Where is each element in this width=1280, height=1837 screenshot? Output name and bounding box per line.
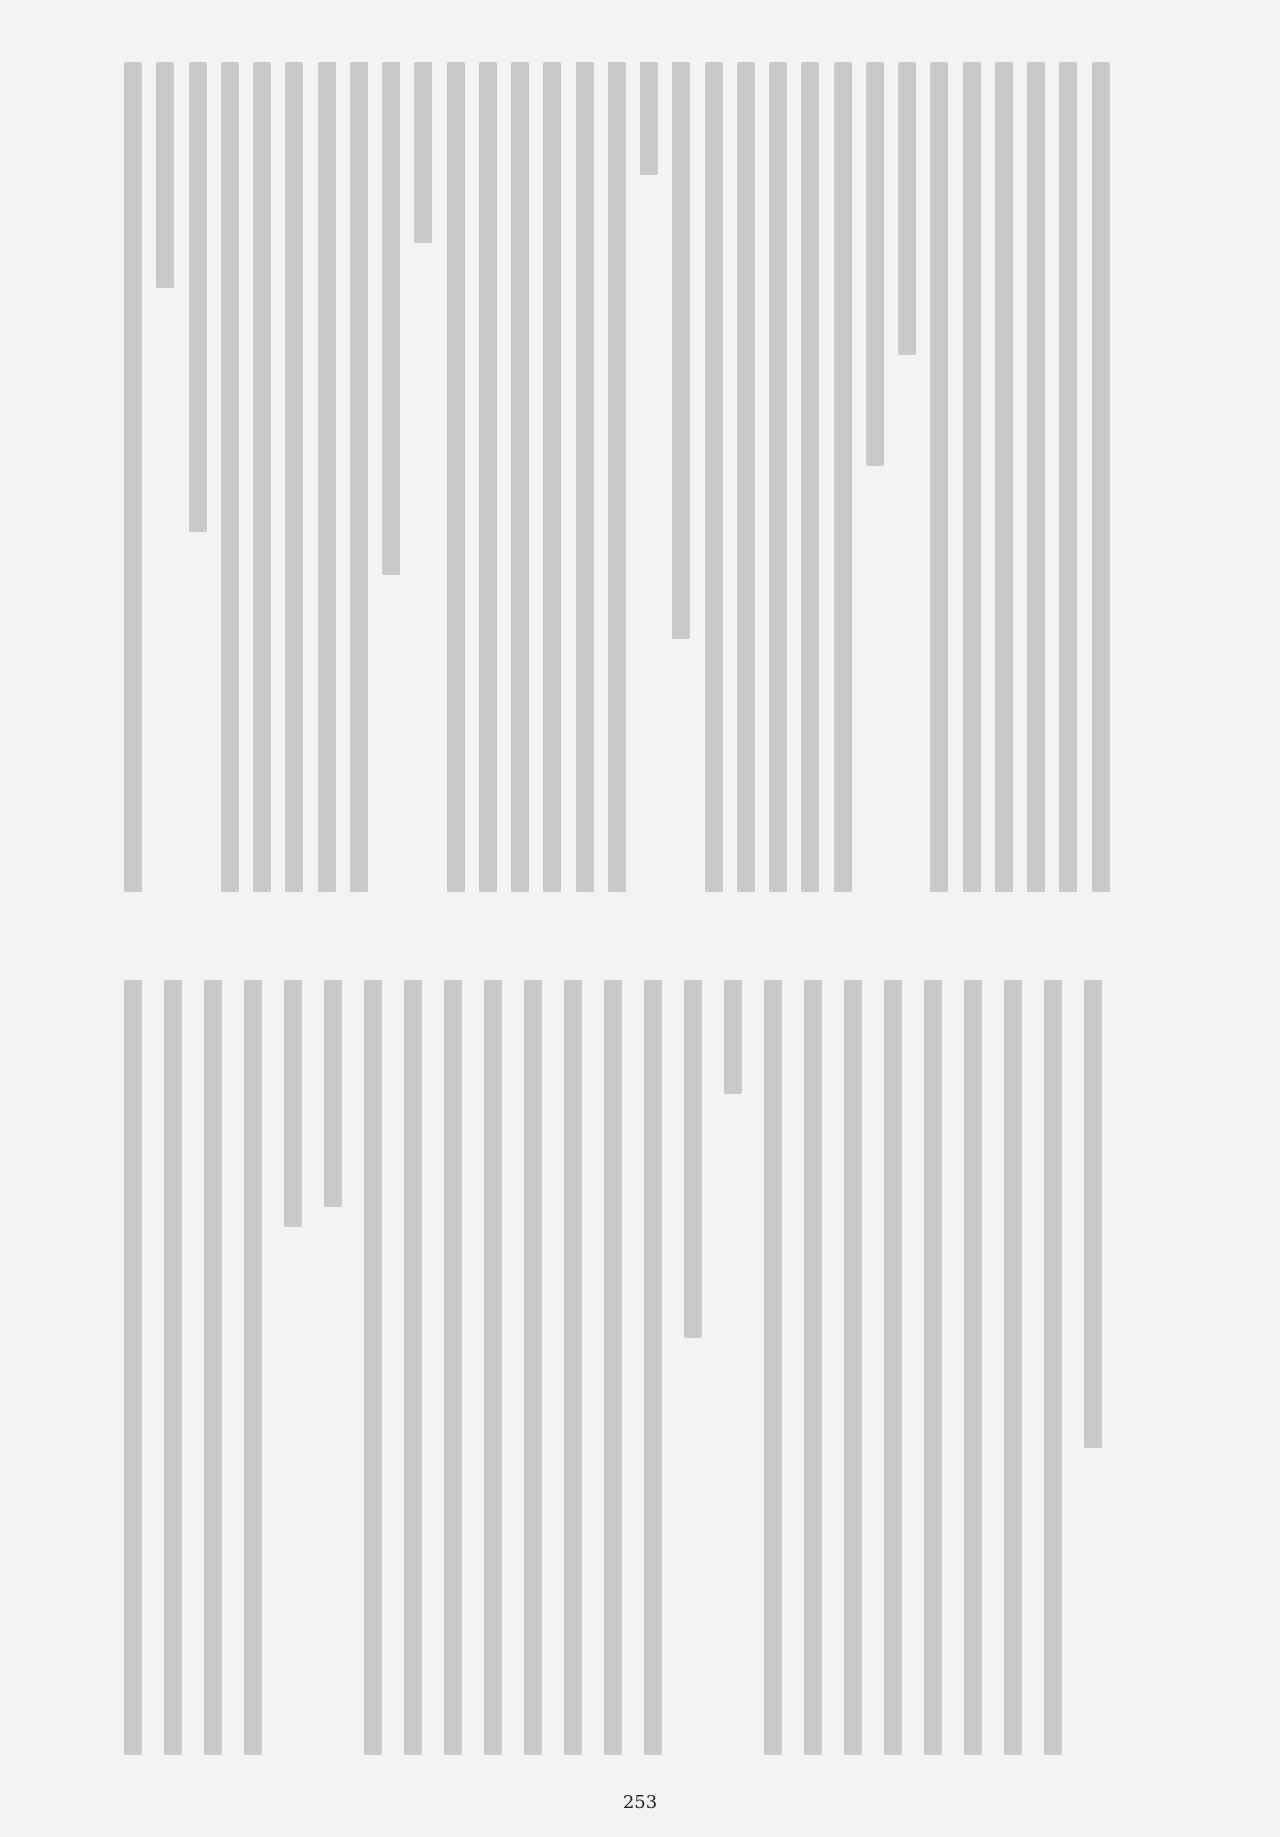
redacted-text-column [382, 62, 400, 575]
redacted-text-column [414, 62, 432, 243]
redacted-text-column [543, 62, 561, 892]
redacted-text-column [764, 980, 782, 1755]
redacted-text-column [724, 980, 742, 1094]
redacted-text-column [995, 62, 1013, 892]
redacted-text-column [684, 980, 702, 1338]
redacted-text-column [844, 980, 862, 1755]
redacted-text-column [364, 980, 382, 1755]
redacted-text-column [524, 980, 542, 1755]
redacted-text-column [124, 980, 142, 1755]
redacted-text-column [608, 62, 626, 892]
redacted-text-column [834, 62, 852, 892]
redacted-text-column [964, 980, 982, 1755]
redacted-text-column [511, 62, 529, 892]
redacted-text-column [672, 62, 690, 639]
redacted-text-column [1004, 980, 1022, 1755]
redacted-text-column [484, 980, 502, 1755]
page-number: 253 [622, 1792, 658, 1813]
redacted-text-column [253, 62, 271, 892]
redacted-text-column [1027, 62, 1045, 892]
vertical-text-block-bottom [120, 980, 1120, 1765]
redacted-text-column [324, 980, 342, 1207]
redacted-text-column [221, 62, 239, 892]
redacted-text-column [404, 980, 422, 1755]
redacted-text-column [737, 62, 755, 892]
redacted-text-column [604, 980, 622, 1755]
redacted-text-column [156, 62, 174, 288]
redacted-text-column [1059, 62, 1077, 892]
redacted-text-column [1044, 980, 1062, 1755]
redacted-text-column [189, 62, 207, 532]
redacted-text-column [866, 62, 884, 466]
redacted-text-column [479, 62, 497, 892]
redacted-text-column [124, 62, 142, 892]
redacted-text-column [884, 980, 902, 1755]
redacted-text-column [963, 62, 981, 892]
redacted-text-column [204, 980, 222, 1755]
redacted-text-column [444, 980, 462, 1755]
redacted-text-column [640, 62, 658, 175]
redacted-text-column [644, 980, 662, 1755]
redacted-text-column [318, 62, 336, 892]
vertical-text-block-top [120, 62, 1120, 902]
redacted-text-column [930, 62, 948, 892]
redacted-text-column [284, 980, 302, 1227]
redacted-text-column [564, 980, 582, 1755]
redacted-text-column [769, 62, 787, 892]
redacted-text-column [164, 980, 182, 1755]
redacted-text-column [576, 62, 594, 892]
redacted-text-column [1084, 980, 1102, 1448]
redacted-text-column [804, 980, 822, 1755]
redacted-text-column [898, 62, 916, 355]
redacted-text-column [924, 980, 942, 1755]
redacted-text-column [285, 62, 303, 892]
redacted-text-column [705, 62, 723, 892]
redacted-text-column [1092, 62, 1110, 892]
redacted-text-column [447, 62, 465, 892]
redacted-text-column [244, 980, 262, 1755]
redacted-text-column [350, 62, 368, 892]
redacted-text-column [801, 62, 819, 892]
